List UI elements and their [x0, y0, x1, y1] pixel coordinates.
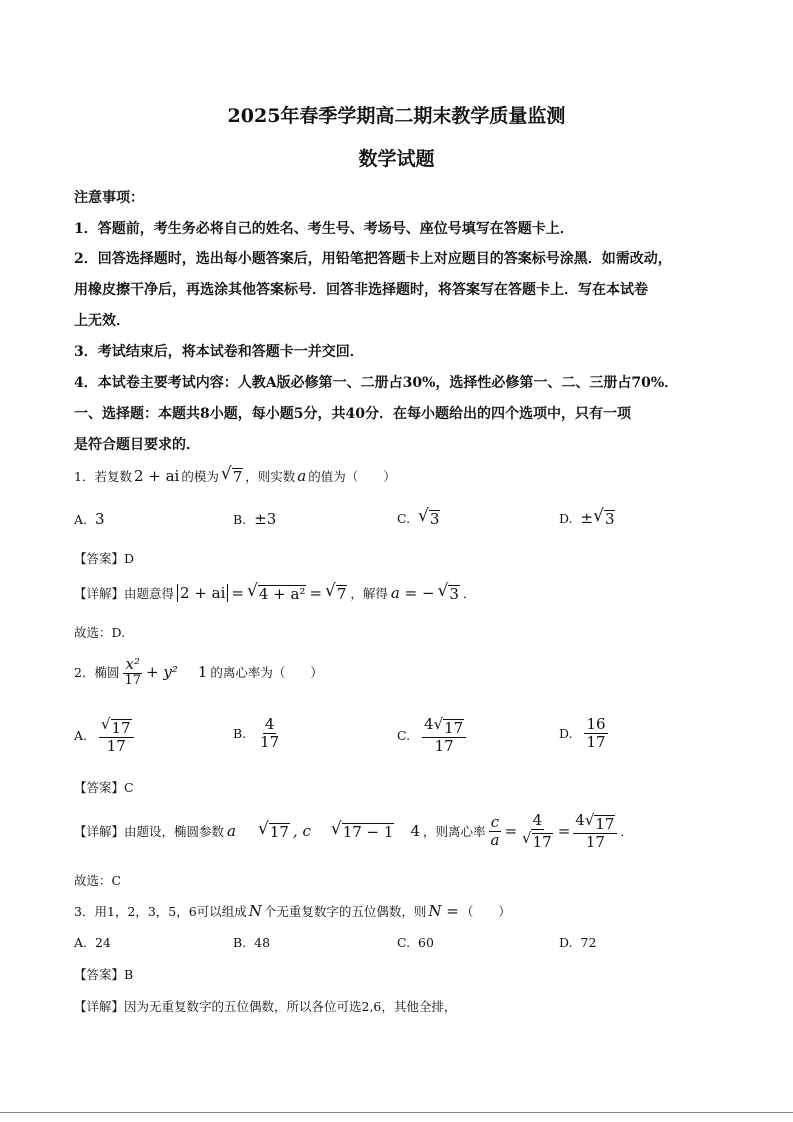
q3-variable: N — [248, 902, 262, 920]
q3-detail: 【详解】因为无重复数字的五位偶数，所以各位可选2,6，其他全排， — [74, 999, 457, 1014]
q1-detail-result-sqrt: √ 3 — [437, 581, 459, 603]
q1-detail-end: ． — [462, 586, 476, 602]
q3-option-a: A. 24 — [74, 935, 111, 950]
q2-detail-a: a — [227, 822, 236, 841]
q1-option-c: C. √ 3 — [397, 506, 440, 528]
q1-detail-eq: = — [231, 584, 244, 603]
notice-item-2b: 用橡皮擦干净后，再选涂其他答案标号．回答非选择题时，将答案写在答题卡上．写在本试卷 — [74, 282, 648, 298]
q3-option-b: B. 48 — [233, 935, 271, 950]
q1-answer: 【答案】D — [74, 551, 135, 566]
q2-detail-c: , c — [292, 822, 311, 841]
q3-end: （ ） — [460, 904, 511, 919]
page-bottom-divider — [0, 1112, 793, 1113]
q2-detail-c-sqrt: √ 17 − 1 — [330, 819, 394, 842]
notice-item-2a: 2．回答选择题时，选出每小题答案后，用铅笔把答题卡上对应题目的答案标号涂黑．如需改动， — [74, 251, 672, 267]
notice-item-3: 3．考试结束后，将本试卷和答题卡一并交回． — [74, 344, 364, 360]
q1-variable: a — [297, 467, 307, 486]
q2-option-c: C. 4 √ 17 17 — [397, 716, 466, 755]
q2-detail-a-sqrt: √ 17 — [257, 819, 289, 842]
question-3-stem — [74, 902, 511, 920]
q2-pre: 2．椭圆 — [74, 664, 120, 680]
q1-post: ，则实数 — [245, 469, 296, 485]
q3-option-d: D. 72 — [559, 935, 597, 950]
notice-item-2c: 上无效． — [74, 313, 130, 329]
q2-answer: 【答案】C — [74, 780, 134, 795]
q2-choice: 故选：C — [74, 873, 122, 888]
q1-option-a: A. 3 — [74, 510, 105, 528]
q2-detail-mid: ，则离心率 — [422, 824, 486, 840]
q1-detail-eq2: = — [309, 584, 323, 603]
notice-item-1: 1．答题前，考生务必将自己的姓名、考生号、考场号、座位号填写在答题卡上． — [74, 221, 574, 237]
q2-detail — [74, 812, 633, 851]
question-2-stem — [74, 656, 323, 688]
q1-mid: 的模为 — [181, 469, 219, 485]
section-heading-line-1: 一、选择题：本题共8小题，每小题5分，共40分．在每小题给出的四个选项中，只有一项 — [74, 406, 631, 422]
q1-pre: 1．若复数 — [74, 469, 132, 485]
q3-mid: 个无重复数字的五位偶数，则 — [263, 904, 427, 919]
q3-variable-eq: N = — [428, 902, 459, 920]
notice-heading: 注意事项： — [74, 190, 144, 206]
q1-option-d: D. ± √ 3 — [559, 506, 615, 528]
q2-option-a: A. √ 17 17 — [74, 716, 134, 755]
q2-detail-pre: 【详解】由题设，椭圆参数 — [74, 824, 225, 840]
q2-detail-frac-3: 4 √ 17 17 — [573, 812, 617, 851]
q2-option-d: D. $\frac{16}{17}$ — [559, 715, 606, 751]
page-subtitle: 数学试题 — [358, 148, 435, 170]
q3-option-c: C. 60 — [397, 935, 434, 950]
q1-detail-sqrt: √ 4 + a² — [246, 581, 306, 603]
q2-detail-end: ． — [620, 824, 633, 840]
q2-detail-eq2: = — [557, 822, 571, 841]
q2-fraction: $\frac{\text{x²}}{17}$ — [124, 655, 141, 688]
q2-detail-frac-2: 4 √ 17 — [522, 811, 552, 851]
q1-choice: 故选：D. — [74, 625, 126, 640]
q1-detail-result: a = − — [390, 584, 435, 603]
q2-detail-frac-ca: $\frac{c}{a}$ — [490, 813, 500, 849]
q1-sqrt-modulus: √ 7 — [220, 464, 243, 486]
q1-expression: 2 + ai — [133, 467, 180, 486]
q2-option-b: B. $\frac{4}{17}$ — [233, 715, 280, 751]
q1-end: 的值为（ ） — [308, 469, 396, 485]
q2-detail-eq: = — [504, 822, 518, 841]
q3-pre: 3．用1，2，3，5，6可以组成 — [74, 904, 247, 919]
q1-detail — [74, 583, 475, 603]
q1-detail-pre: 【详解】由题意得 — [74, 586, 175, 602]
q1-detail-mid: ，解得 — [350, 586, 388, 602]
section-heading-line-2: 是符合题目要求的． — [74, 437, 200, 453]
q3-answer: 【答案】B — [74, 967, 134, 982]
q2-equals-value: 1 — [197, 662, 208, 681]
q1-option-b: B. ±3 — [233, 510, 277, 528]
q2-detail-c-value: 4 — [410, 822, 420, 841]
q2-plus-term: + y² — [146, 662, 178, 681]
q1-detail-sqrt2: √ 7 — [325, 581, 347, 603]
notice-item-4: 4．本试卷主要考试内容：人教A版必修第一、二册占30%，选择性必修第一、二、三册占70%． — [74, 375, 679, 391]
q1-detail-abs: 2 + ai — [177, 584, 228, 602]
page-title: 2025年春季学期高二期末教学质量监测 — [227, 105, 566, 127]
question-1-stem — [74, 466, 396, 486]
q2-end: 的离心率为（ ） — [210, 664, 323, 680]
